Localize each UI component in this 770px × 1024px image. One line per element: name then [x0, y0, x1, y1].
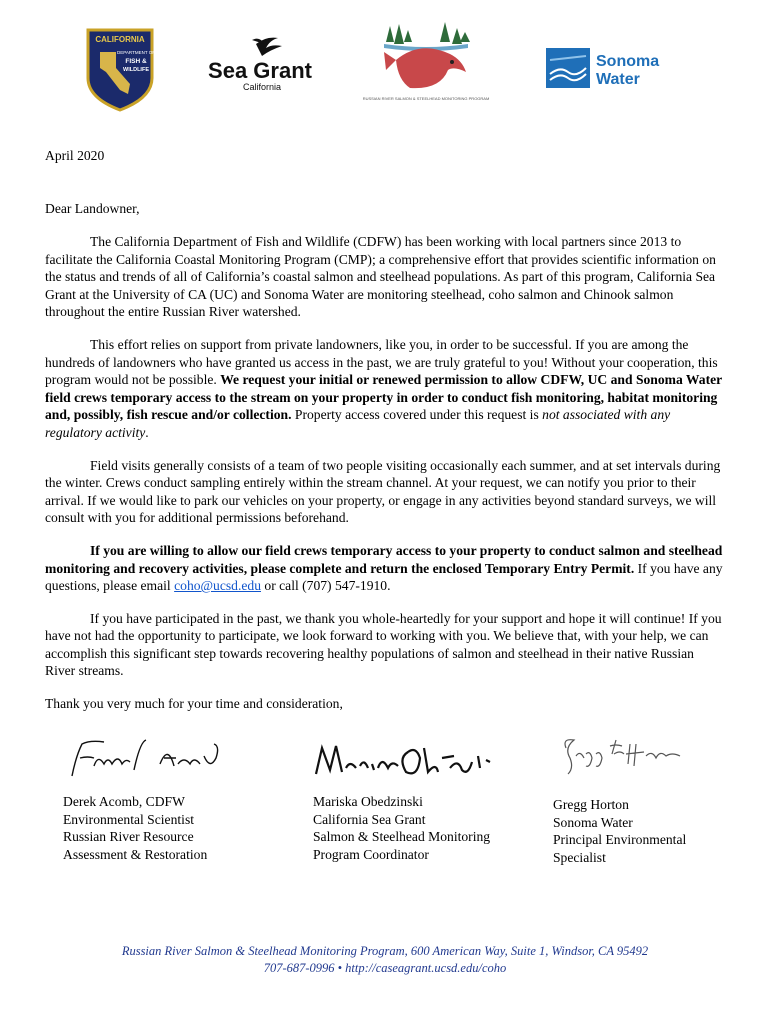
footer-address: Russian River Salmon & Steelhead Monitoring Program, 600 American Way, Suite 1, Windsor, CA 95492: [121, 944, 649, 958]
signatory-title: Assessment & Restoration: [63, 846, 208, 862]
sonoma-water-logo: [546, 46, 666, 94]
svg-text:Sonoma: Sonoma: [596, 53, 660, 70]
svg-text:Sea Grant: Sea Grant: [208, 58, 312, 83]
request-italic: not associated with any regulatory activity: [45, 407, 671, 440]
request-text-2: Property access covered under this request is: [291, 407, 543, 423]
paragraph-intro: The California Department of Fish and Wildlife (CDFW) has been working with local partners since 2013 to facilitate the California Coastal Monitoring Program (CMP); a comprehensive effort that provides scientific information on the status and trends of all of California’s coastal salmon and steelhead populations. As part of this program, California Sea Grant at the University of CA (UC) and Sonoma Water are monitoring steelhead, coho salmon and Chinook salmon throughout the entire Russian River watershed.: [45, 234, 716, 320]
signature-block: [0, 730, 770, 870]
request-text: This effort relies on support from private landowners, like you, in order to be successful. If you are among the hundreds of landowners who have granted us access in the past, we are truly grateful to you! Without your cooperation, this program would not be possible.: [45, 336, 718, 388]
signatory-name: Mariska Obedzinski: [313, 794, 423, 809]
email-link[interactable]: coho@ucsd.edu: [174, 578, 261, 594]
signature-acomb: [64, 736, 234, 782]
svg-text:RUSSIAN RIVER SALMON & STEELHE: RUSSIAN RIVER SALMON & STEELHEAD MONITORING PROGRAM: [362, 96, 490, 101]
svg-text:CALIFORNIA: CALIFORNIA: [95, 35, 145, 44]
footer-contact[interactable]: 707-687-0996 • http://caseagrant.ucsd.edu/coho: [263, 961, 507, 975]
permit-bold: If you are willing to allow our field crews temporary access to your property to conduct salmon and steelhead monitoring and recovery activities, please complete and return the enclosed Temporary Entry Permit.: [45, 542, 723, 576]
permit-phone: or call (707) 547-1910.: [261, 578, 391, 594]
salutation: Dear Landowner,: [45, 201, 140, 216]
sea-grant-logo: [208, 34, 312, 96]
svg-text:DEPARTMENT OF: DEPARTMENT OF: [116, 50, 156, 55]
signatory-title: Specialist: [553, 849, 606, 865]
signatory-title: California Sea Grant: [313, 811, 426, 827]
letter-date: April 2020: [45, 148, 105, 163]
salmon-monitoring-logo: [362, 20, 490, 112]
signature-horton: [560, 734, 690, 778]
svg-text:California: California: [242, 82, 282, 92]
request-end: .: [145, 424, 149, 440]
signatory-name: Derek Acomb, CDFW: [63, 794, 185, 809]
signatory-title: Principal Environmental: [553, 832, 687, 848]
footer: [0, 943, 770, 977]
signatory-title: Russian River Resource: [63, 829, 194, 845]
paragraph-thanks: If you have participated in the past, we thank you whole-heartedly for your support and hope it will continue! If you have not had the opportunity to participate, we look forward to working with you. We believe that, with your help, we can accomplish this significant step towards recovering healthy populations of salmon and steelhead in their native Russian River streams.: [45, 610, 722, 679]
cdfw-logo: [86, 28, 154, 112]
permit-text: If you have any questions, please email: [45, 560, 723, 594]
signatory-name: Gregg Horton: [553, 797, 629, 812]
closing: Thank you very much for your time and consideration,: [45, 696, 343, 712]
signatory-horton: [553, 796, 686, 866]
signatory-title: Program Coordinator: [313, 846, 429, 862]
paragraph-permit: [45, 542, 725, 595]
svg-text:FISH &: FISH &: [125, 58, 147, 65]
request-bold: We request your initial or renewed permission to allow CDFW, UC and Sonoma Water field crews temporary access to the stream on your property in order to conduct fish monitoring, habitat monitoring and, possibly, fish rescue and/or collection.: [45, 372, 722, 423]
signatory-title: Salmon & Steelhead Monitoring: [313, 829, 491, 845]
signatory-title: Environmental Scientist: [63, 811, 195, 827]
letter-body: [45, 233, 725, 713]
signatory-acomb: [63, 793, 207, 863]
signatory-obedzinski: [313, 793, 490, 863]
paragraph-request: [45, 336, 725, 442]
signature-obedzinski: [312, 738, 502, 782]
logo-bar: [0, 20, 770, 120]
signatory-title: Sonoma Water: [553, 814, 633, 830]
svg-text:WILDLIFE: WILDLIFE: [123, 67, 149, 73]
svg-text:Water: Water: [596, 71, 640, 88]
paragraph-field-visits: Field visits generally consists of a team of two people visiting occasionally each summer, and at set intervals during the winter. Crews conduct sampling entirely within the stream channel. At your request, we can notify you prior to their arrival. If we would like to park our vehicles on your property, or engage in any activities beyond standard surveys, we will consult with you for additional permissions beforehand.: [45, 457, 721, 526]
